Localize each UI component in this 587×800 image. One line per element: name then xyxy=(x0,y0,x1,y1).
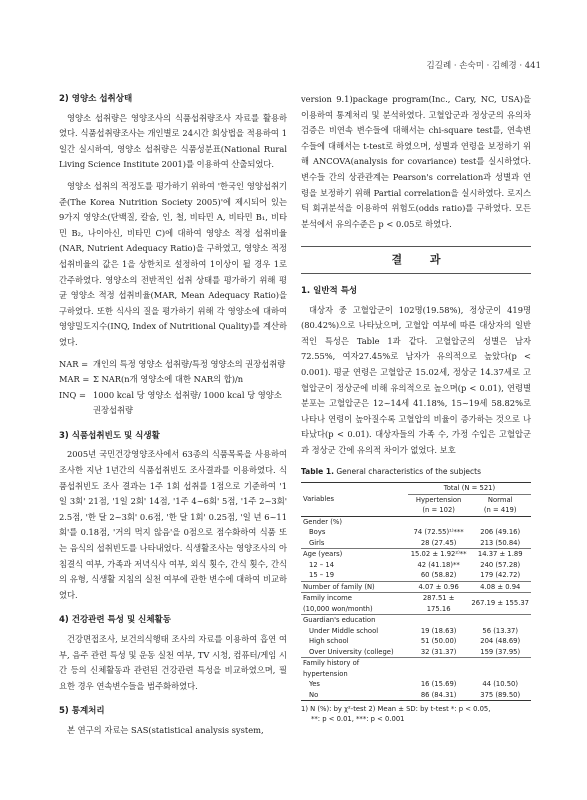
row-label: 12 – 14 xyxy=(309,560,335,569)
table-row xyxy=(301,647,531,658)
row-label: Age (years) xyxy=(301,549,408,560)
cell-normal: 240 (57.28) xyxy=(480,560,521,569)
table-row xyxy=(301,516,531,527)
cell-normal: 179 (42.72) xyxy=(480,571,521,580)
header-variables: Variables xyxy=(303,495,335,504)
table-row xyxy=(301,527,531,538)
header-normal-n: (n = 419) xyxy=(483,506,517,515)
paragraph: 건강면접조사, 보건의식행태 조사의 자료를 이용하여 흡연 여부, 음주 관련 특성 및 운동 실천 여부, TV 시청, 컴퓨터/게임 시간 등의 신체활동과 관련된 건강관련 특성을 비교하였으며, 필요한 경우 연속변수들을 범주화하였다. xyxy=(59,634,287,691)
cell-hypertension xyxy=(408,516,470,527)
table-row xyxy=(301,615,531,626)
cell-hypertension: 15.02 ± 1.92²⁾** xyxy=(408,549,470,560)
paragraph: 영양소 섭취량은 영양조사의 식품섭취량조사 자료를 활용하였다. 식품섭취량조사는 개인별로 24시간 회상법을 적용하여 1일간 실시하여, 영양소 섭취량은 식품성분표(National Rural Living Science Institute 2001)를 이용하여 산출되었다. xyxy=(59,112,287,170)
formula-block xyxy=(59,357,287,419)
table-row xyxy=(301,658,531,680)
cell-normal: 4.08 ± 0.94 xyxy=(469,581,531,593)
cell-hypertension: 19 (18.63) xyxy=(420,626,457,635)
formula-value: 개인의 특정 영양소 섭취량/특정 영양소의 권장섭취량 xyxy=(93,358,286,369)
cell-hypertension: 32 (31.37) xyxy=(420,647,457,656)
row-label: Over University (college) xyxy=(309,647,394,656)
table-note-line: 1) N (%): by χ²-test 2) Mean ± SD: by t-test *: p < 0.05, xyxy=(301,705,491,714)
formula-value: 1000 kcal 당 영양소 섭취량/ 1000 kcal 당 영양소 권장섭취량 xyxy=(93,389,282,416)
section-heading-general-characteristics: 1. 일반적 특성 xyxy=(301,285,358,296)
cell-normal: 56 (13.37) xyxy=(482,626,518,635)
cell-normal xyxy=(469,516,531,527)
cell-normal xyxy=(469,615,531,626)
row-label: Family income (10,000 won/month) xyxy=(301,593,408,615)
cell-normal xyxy=(469,658,531,680)
results-heading: 결 과 xyxy=(301,246,531,274)
table-note-line: **: p < 0.01, ***: p < 0.001 xyxy=(311,715,405,724)
header-normal: Normal xyxy=(487,495,513,504)
formula-key: MAR = xyxy=(59,374,90,385)
table-row xyxy=(301,690,531,701)
cell-hypertension xyxy=(408,658,470,680)
table-title: General characteristics of the subjects xyxy=(336,467,481,477)
section-heading-health: 4) 건강관련 특성 및 신체활동 xyxy=(59,615,171,626)
table-row xyxy=(301,679,531,690)
formula-value: Σ NAR(n개 영양소에 대한 NAR의 합)/n xyxy=(93,374,244,385)
table-row xyxy=(301,581,531,593)
row-label: No xyxy=(309,690,319,699)
row-label: 15 – 19 xyxy=(309,571,335,580)
section-heading-food-frequency: 3) 식품섭취빈도 및 식생활 xyxy=(59,430,160,441)
row-label: Guardian's education xyxy=(301,615,408,626)
table-row xyxy=(301,593,531,615)
header-hypertension-n: (n = 102) xyxy=(422,506,455,515)
right-column xyxy=(301,92,531,724)
section-heading-statistics: 5) 통계처리 xyxy=(59,706,105,717)
cell-normal: 213 (50.84) xyxy=(480,538,521,547)
cell-hypertension: 60 (58.82) xyxy=(420,571,457,580)
paragraph: 2005년 국민건강영양조사에서 63종의 식품목록을 사용하여 조사한 지난 1년간의 식품섭취빈도 조사결과를 이용하였다. 식품섭취빈도 조사 결과는 1주 1회 섭취를 1점으로 기준하여 '1일 3회' 21점, '1일 2회' 14점, '1주 4~6회' 5점, '1주 2~3회' 2.5점, '한 달 2~3회' 0.6점, '한 달 1회' 0.25점, '일 년 6~11회'를 0.18점, '거의 먹지 않음'을 0점으로 점수화하여 식품 또는 음식의 섭취빈도를 나타내었다. 식생활조사는 영양조사의 아침결식 여부, 가족과 저녁식사 여부, 외식 횟수, 간식 횟수, 간식의 유형, 식생활 지침의 실천 여부에 관한 변수에 대하여 비교하였다. xyxy=(59,449,287,600)
row-label: Girls xyxy=(309,538,325,547)
cell-hypertension: 28 (27.45) xyxy=(420,538,457,547)
cell-hypertension: 74 (72.55)¹⁾*** xyxy=(413,528,464,537)
table-body xyxy=(301,516,531,701)
row-label: Gender (%) xyxy=(303,517,342,526)
cell-hypertension: 51 (50.00) xyxy=(420,637,457,646)
table-row xyxy=(301,626,531,637)
cell-normal: 267.19 ± 155.37 xyxy=(469,593,531,615)
table-row xyxy=(301,538,531,549)
table-label: Table 1. xyxy=(301,467,334,477)
table-row xyxy=(301,636,531,647)
row-label: Boys xyxy=(309,528,326,537)
cell-normal: 14.37 ± 1.89 xyxy=(469,549,531,560)
formula-key: NAR = xyxy=(59,358,89,369)
paragraph: version 9.1)package program(Inc., Cary, NC, USA)을 이용하여 통계처리 및 분석하였다. 고혈압군과 정상군의 유의차 검증은 비연속 변수들에 대해서는 chi-square test를, 연속변수들에 대해서는 t-test로 하였으며, 성별과 연령을 보정하기 위해 ANCOVA(analysis for covariance) test를 실시하였다. 변수들 간의 상관관계는 Pearson's correlation과 성별과 연령을 보정하기 위해 Partial correlation을 실시하였다. 로지스틱 회귀분석을 이용하여 위험도(odds ratio)를 구하였다. 모든 분석에서 유의수준은 p < 0.05로 하였다. xyxy=(301,94,531,229)
row-label: Number of family (N) xyxy=(301,581,408,593)
cell-hypertension xyxy=(408,615,470,626)
cell-normal: 375 (89.50) xyxy=(480,690,521,699)
row-label: Yes xyxy=(309,680,320,689)
table-caption xyxy=(301,464,531,480)
table-row xyxy=(301,570,531,581)
left-column xyxy=(59,92,287,745)
cell-hypertension: 287.51 ± 175.16 xyxy=(408,593,470,615)
table-row xyxy=(301,549,531,560)
running-header: 김길례 · 손숙미 · 김혜경 · 441 xyxy=(426,61,541,71)
cell-hypertension: 86 (84.31) xyxy=(420,690,457,699)
cell-hypertension: 16 (15.69) xyxy=(420,680,457,689)
table-note xyxy=(301,704,531,724)
characteristics-table xyxy=(301,482,531,701)
row-label: High school xyxy=(309,637,349,646)
table-row xyxy=(301,560,531,571)
header-hypertension: Hypertension xyxy=(415,495,462,504)
cell-normal: 159 (37.95) xyxy=(480,647,521,656)
section-heading-nutrient-intake: 2) 영양소 섭취상태 xyxy=(59,94,133,104)
row-label: Under Middle school xyxy=(309,626,379,635)
formula-key: INQ = xyxy=(59,389,86,400)
cell-normal: 206 (49.16) xyxy=(480,528,521,537)
cell-hypertension: 42 (41.18)** xyxy=(417,560,460,569)
cell-hypertension: 4.07 ± 0.96 xyxy=(408,581,470,593)
row-label: Family history of hypertension xyxy=(301,658,408,680)
cell-normal: 44 (10.50) xyxy=(482,680,518,689)
paragraph: 영양소 섭취의 적정도를 평가하기 위하여 '한국인 영양섭취기준(The Korea Nutrition Society 2005)'에 제시되어 있는 9가지 영양소(단백질, 칼슘, 인, 철, 비타민 A, 비타민 B₁, 비타민 B₂, 나이아신, 비타민 C)에 대하여 영양소 적정 섭취비율(NAR, Nutrient Adequacy Ratio)을 구하였고, 영양소 적정 섭취비율의 값은 1을 상한치로 설정하여 1이상이 될 경우 1로 간주하였다. 영양소의 전반적인 섭취 상태를 평가하기 위해 평균 영양소 적정 섭취비율(MAR, Mean Adequacy Ratio)을 구하였다. 또한 식사의 질을 평가하기 위해 각 영양소에 대하여 영양밀도지수(INQ, Index of Nutritional Quality)를 계산하였다. xyxy=(59,180,287,347)
cell-normal: 204 (48.69) xyxy=(480,637,521,646)
paragraph: 대상자 중 고혈압군이 102명(19.58%), 정상군이 419명(80.42%)으로 나타났으며, 고혈압 여부에 따른 대상자의 일반적인 특성은 Table 1과 같다. 고혈압군의 성별은 남자 72.55%, 여자27.45%로 남자가 유의적으로 높았다(p < 0.001). 평균 연령은 고혈압군 15.02세, 정상군 14.37세로 고혈압군이 정상군에 비해 유의적으로 높으며(p < 0.01), 연령별 분포는 고혈압군은 12~14세 41.18%, 15~19세 58.82%로 나타나 연령이 높아질수록 고혈압의 비율이 증가하는 것으로 나타났다(p < 0.01). 대상자들의 가족 수, 가정 수입은 고혈압군과 정상군 간에 유의적 차이가 없었다. 보호 xyxy=(301,304,531,455)
paragraph: 본 연구의 자료는 SAS(statistical analysis system, xyxy=(67,724,264,735)
header-total: Total (N = 521) xyxy=(408,483,531,495)
